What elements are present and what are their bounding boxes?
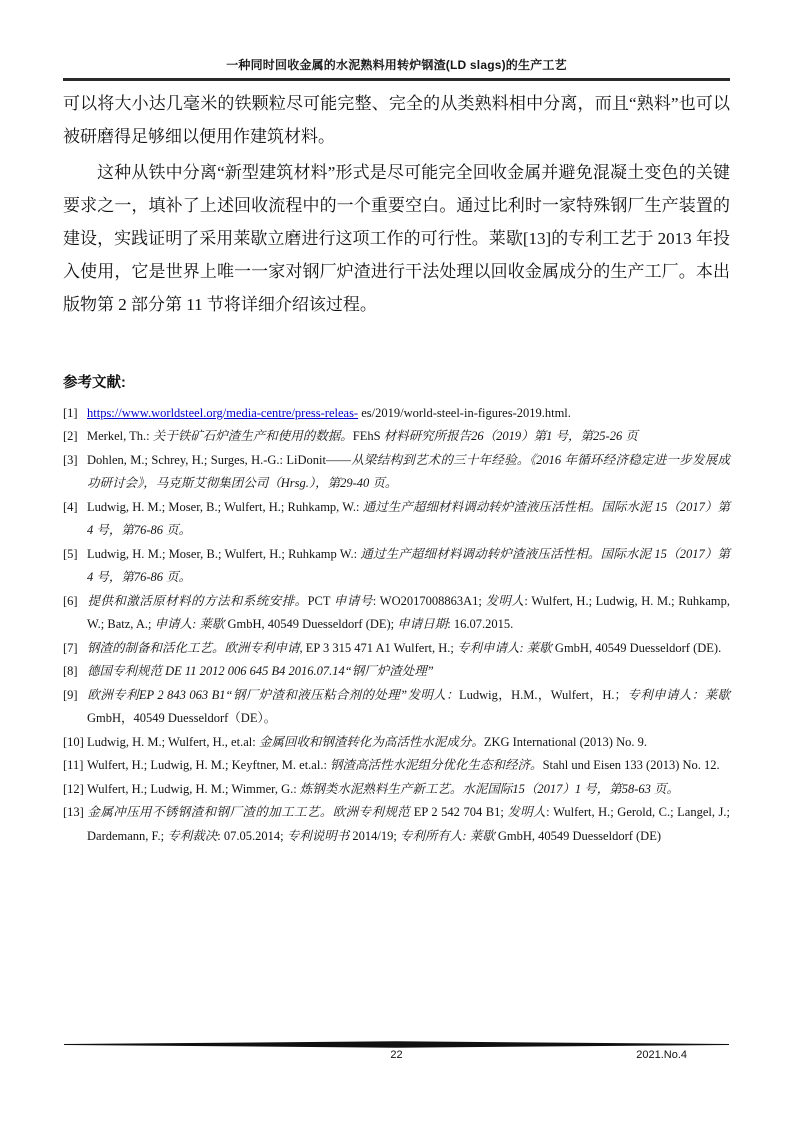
reference-text: Dohlen, M.; Schrey, H.; Surges, H.-G.: LiDonit——: [87, 452, 351, 467]
reference-text: 发明人: [485, 593, 525, 608]
reference-text: EP 2 542 704 B1;: [410, 805, 508, 819]
page-header: [63, 0, 730, 81]
issue-label: 2021.No.4: [636, 1049, 687, 1061]
footer-row: [64, 1049, 729, 1065]
reference-text: 申请号: [333, 593, 373, 608]
reference-text: Stahl und Eisen 133 (2013) No. 12.: [542, 758, 720, 772]
reference-number: [7]: [63, 640, 78, 655]
reference-number: [11]: [63, 758, 84, 772]
reference-text: 钢渣高活性水泥组分优化生态和经济。: [330, 758, 543, 772]
reference-text: Wulfert, H.; Ludwig, H. M.; Keyftner, M. et.al.:: [87, 758, 331, 772]
reference-item: [63, 590, 730, 637]
reference-text: 炼钢类水泥熟料生产新工艺。水泥国际15（2017）1 号，第58-63 页。: [299, 781, 679, 796]
reference-text: 欧洲专利EP 2 843 063 B1“钢厂炉渣和液压粘合剂的处理”发明人：: [87, 687, 459, 702]
reference-text: : Wulfert, H.; Ludwig, H. M.; Ruhkamp, W.; Batz, A.;: [87, 593, 730, 631]
reference-item: [63, 637, 730, 661]
reference-text: 申请人: 莱歇: [154, 617, 225, 631]
reference-text: 通过生产超细材料调动转炉渣液压活性相。国际水泥 15（2017）第4 号，第76-86 页。: [87, 546, 730, 584]
reference-item: [63, 496, 730, 543]
reference-text: Ludwig，H.M.，Wulfert，H.；: [458, 687, 628, 702]
reference-number: [10]: [63, 734, 84, 749]
reference-text: GmbH，40549 Duesseldorf（DE）。: [87, 711, 277, 725]
reference-text: Ludwig, H. M.; Wulfert, H., et.al:: [87, 734, 259, 749]
reference-text: 专利申请人：莱歇: [627, 687, 730, 702]
reference-text: 金属冲压用不锈钢渣和钢厂渣的加工工艺。欧洲专利规范: [87, 805, 411, 819]
page-number: 22: [390, 1049, 403, 1061]
reference-text: 通过生产超细材料调动转炉渣液压活性相。国际水泥 15（2017）第4 号，第76-86 页。: [87, 499, 730, 537]
reference-item: [63, 402, 730, 426]
document-body: [63, 87, 730, 849]
reference-text: : Wulfert, H.; Gerold, C.; Langel, J.; Dardemann, F.;: [87, 805, 730, 843]
reference-text: , EP 3 315 471 A1 Wulfert, H.;: [299, 640, 457, 655]
reference-item: [63, 684, 730, 731]
reference-item: [63, 660, 730, 684]
reference-text: ZKG International (2013) No. 9.: [483, 734, 647, 749]
reference-text: 专利说明书: [286, 828, 350, 843]
reference-number: [5]: [63, 546, 78, 561]
reference-text: 从梁结构到艺术的三十年经验。《2016 年循环经济稳定进一步发展成功研讨会》，马克斯艾彻集团公司（Hrsg.），第29-40 页。: [87, 452, 730, 490]
reference-link[interactable]: https://www.worldsteel.org/media-centre/press-releas-: [87, 405, 359, 420]
reference-text: 专利裁决: [167, 828, 218, 843]
reference-text: Merkel, Th.:: [87, 429, 153, 443]
reference-text: 关于铁矿石炉渣生产和使用的数据。: [152, 429, 353, 443]
reference-text: PCT: [307, 593, 334, 608]
reference-item: [63, 801, 730, 848]
reference-text: 德国专利规范 DE 11 2012 006 645 B4 2016.07.14“钢厂炉渣处理”: [87, 664, 434, 678]
reference-number: [4]: [63, 499, 78, 514]
reference-list: [63, 402, 730, 849]
reference-number: [9]: [63, 687, 78, 702]
reference-item: [63, 543, 730, 590]
reference-number: [2]: [63, 429, 78, 443]
reference-text: : 16.07.2015.: [447, 617, 514, 631]
reference-text: : 07.05.2014;: [217, 828, 287, 843]
body-paragraph: 可以将大小达几毫米的铁颗粒尽可能完整、完全的从类熟料相中分离，而且“熟料”也可以被研磨得足够细以便用作建筑材料。: [63, 93, 730, 146]
reference-text: 提供和激活原材料的方法和系统安排。: [87, 593, 308, 608]
reference-number: [8]: [63, 664, 78, 678]
reference-text: FEhS: [352, 429, 384, 443]
reference-text: GmbH, 40549 Duesseldorf (DE);: [224, 617, 398, 631]
reference-text: GmbH, 40549 Duesseldorf (DE).: [551, 640, 722, 655]
reference-item: [63, 425, 730, 449]
reference-text: : WO2017008863A1;: [372, 593, 486, 608]
running-header-title: 一种同时回收金属的水泥熟料用转炉钢渣(LD slags)的生产工艺: [226, 58, 567, 72]
reference-text: 钢渣的制备和活化工艺。欧洲专利申请: [87, 640, 300, 655]
footer-divider: [64, 1041, 729, 1048]
reference-text: 申请日期: [397, 617, 448, 631]
reference-number: [3]: [63, 452, 78, 467]
reference-text: 发明人: [507, 805, 547, 819]
reference-text: Wulfert, H.; Ludwig, H. M.; Wimmer, G.:: [87, 781, 300, 796]
reference-text: GmbH, 40549 Duesseldorf (DE): [494, 828, 662, 843]
reference-item: [63, 731, 730, 755]
reference-text: 材料研究所报告26（2019）第1 号，第25-26 页: [383, 429, 638, 443]
reference-text: Ludwig, H. M.; Moser, B.; Wulfert, H.; Ruhkamp W.:: [87, 546, 361, 561]
header-rule: [63, 78, 730, 81]
reference-text: Ludwig, H. M.; Moser, B.; Wulfert, H.; Ruhkamp, W.:: [87, 499, 363, 514]
reference-text: 金属回收和钢渣转化为高活性水泥成分。: [258, 734, 484, 749]
reference-item: [63, 754, 730, 778]
reference-item: [63, 778, 730, 802]
page-footer: [64, 1041, 729, 1065]
reference-text: 专利申请人: 莱歇: [457, 640, 552, 655]
reference-number: [6]: [63, 593, 78, 608]
reference-text: es/2019/world-steel-in-figures-2019.html.: [358, 405, 571, 420]
reference-text: 2014/19;: [349, 828, 400, 843]
reference-item: [63, 449, 730, 496]
reference-number: [13]: [63, 805, 84, 819]
reference-number: [1]: [63, 405, 78, 420]
body-paragraph: 这种从铁中分离“新型建筑材料”形式是尽可能完全回收金属并避免混凝土变色的关键要求之一，填补了上述回收流程中的一个重要空白。通过比利时一家特殊钢厂生产装置的建设，实践证明了采用莱歇立磨进行这项工作的可行性。莱歇[13]的专利工艺于 2013 年投入使用，它是世界上唯一一家对钢厂炉渣进行干法处理以回收金属成分的生产工厂。本出版物第 2 部分第 11 节将详细介绍该过程。: [63, 162, 730, 314]
references-heading: 参考文献:: [63, 374, 126, 391]
reference-text: 专利所有人: 莱歇: [399, 828, 495, 843]
reference-number: [12]: [63, 781, 84, 796]
